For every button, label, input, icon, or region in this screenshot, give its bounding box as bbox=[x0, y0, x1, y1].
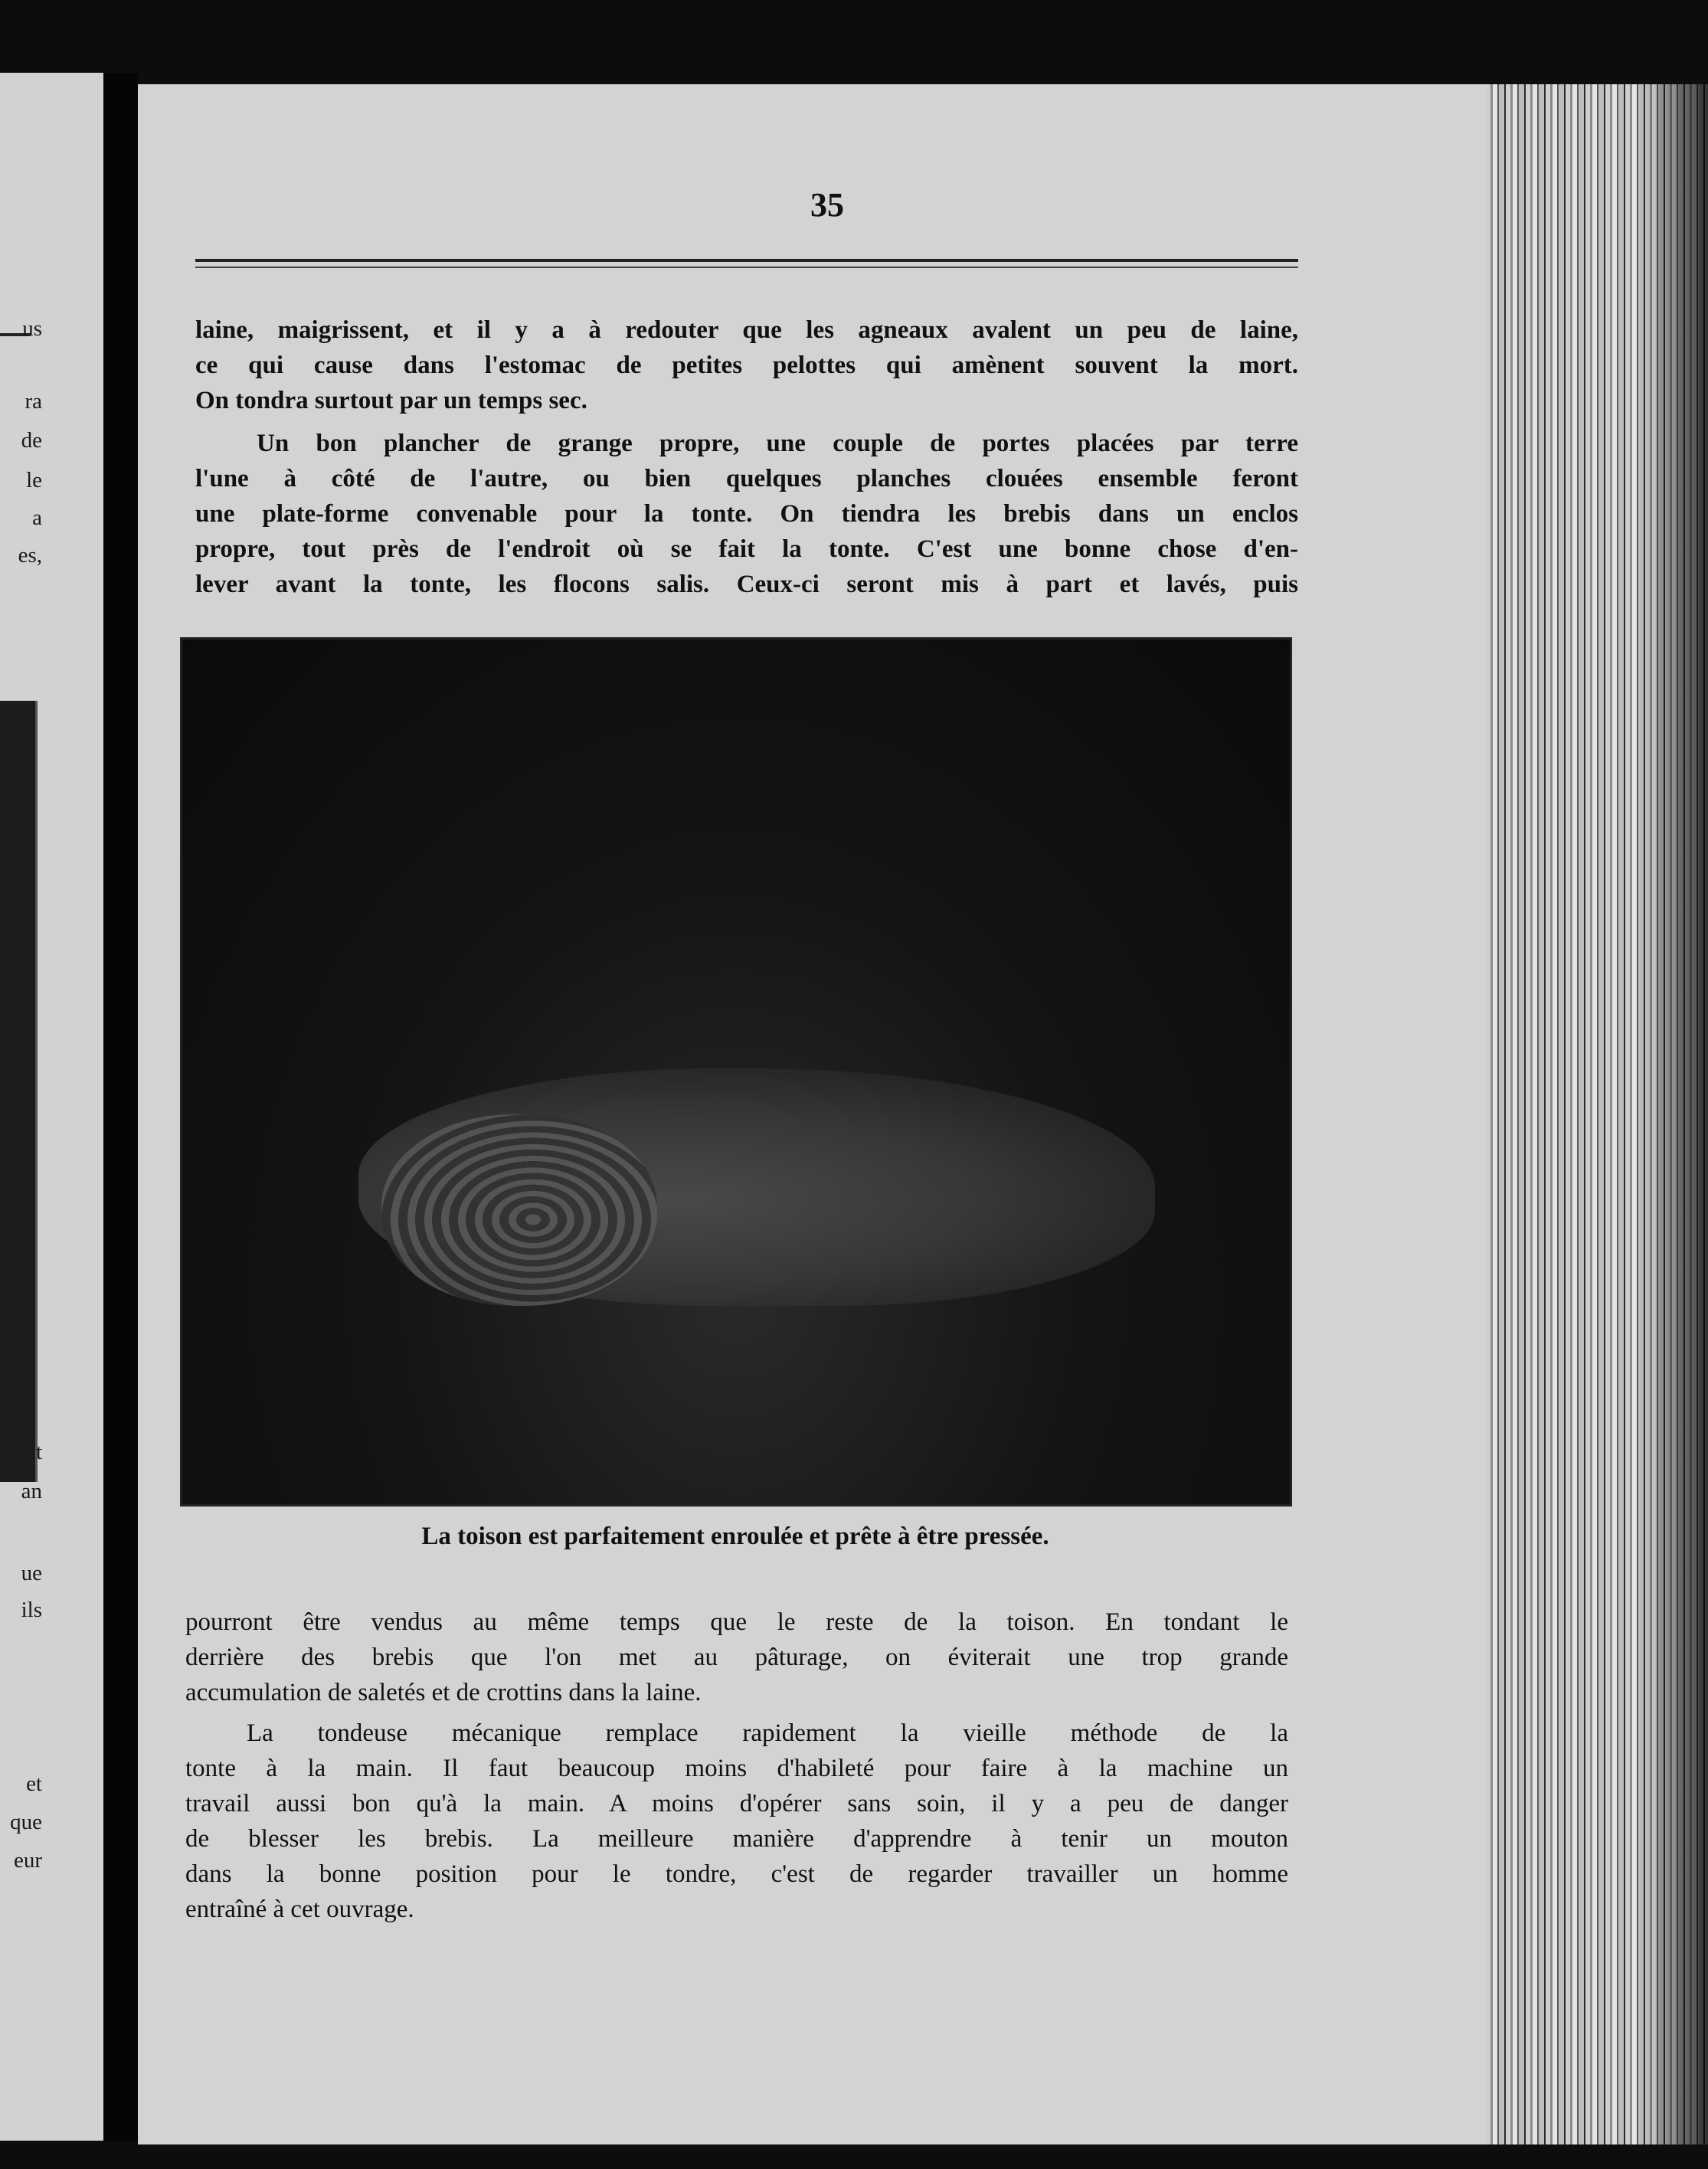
left-page-fragment: nt bbox=[25, 1440, 42, 1464]
text-line: derrière des brebis que l'on met au pâturage, on éviterait une trop grande bbox=[185, 1644, 1288, 1671]
paragraph-4 bbox=[185, 1716, 1288, 1927]
paragraph-3 bbox=[185, 1605, 1288, 1710]
text-line: ce qui cause dans l'estomac de petites pelottes qui amènent souvent la mort. bbox=[195, 352, 1298, 379]
fleece-roll-shape bbox=[381, 1114, 657, 1306]
text-line: entraîné à cet ouvrage. bbox=[185, 1896, 414, 1923]
text-line: propre, tout près de l'endroit où se fait la tonte. C'est une bonne chose d'en- bbox=[195, 535, 1298, 563]
left-page-fragment: es, bbox=[18, 543, 42, 568]
book-page bbox=[138, 84, 1486, 2144]
page-edge-shadow bbox=[1639, 84, 1708, 2144]
text-line: Un bon plancher de grange propre, une couple de portes placées par terre bbox=[257, 430, 1298, 457]
book-gutter bbox=[103, 73, 138, 2141]
text-line: travail aussi bon qu'à la main. A moins d'opérer sans soin, il y a peu de danger bbox=[185, 1790, 1288, 1817]
left-page-fragment: et bbox=[26, 1772, 42, 1796]
paragraph-1 bbox=[195, 312, 1298, 418]
paragraph-2 bbox=[195, 426, 1298, 602]
figure-caption: La toison est parfaitement enroulée et prête à être pressée. bbox=[421, 1523, 1049, 1550]
left-page-fragment: us bbox=[22, 316, 42, 341]
left-page-fragment: ra bbox=[25, 389, 42, 414]
text-line: tonte à la main. Il faut beaucoup moins d'habileté pour faire à la machine un bbox=[185, 1755, 1288, 1782]
text-line: La tondeuse mécanique remplace rapidement la vieille méthode de la bbox=[247, 1719, 1288, 1747]
left-page-margin bbox=[0, 73, 103, 2141]
left-page-fragment: ils bbox=[21, 1598, 42, 1622]
left-page-fragment: eur bbox=[13, 1848, 42, 1873]
left-page-photo-edge bbox=[0, 701, 38, 1482]
left-page-fragment: le bbox=[26, 468, 42, 492]
left-page-fragment: de bbox=[21, 428, 42, 453]
text-line: lever avant la tonte, les flocons salis. Ceux-ci seront mis à part et lavés, puis bbox=[195, 571, 1298, 598]
text-line: dans la bonne position pour le tondre, c'est de regarder travailler un homme bbox=[185, 1860, 1288, 1888]
text-line: pourront être vendus au même temps que le reste de la toison. En tondant le bbox=[185, 1608, 1288, 1636]
header-rule bbox=[195, 259, 1298, 268]
left-page-fragment: que bbox=[10, 1810, 42, 1834]
left-page-fragment: an bbox=[21, 1479, 42, 1503]
left-page-fragment: ue bbox=[21, 1561, 42, 1585]
text-line: accumulation de saletés et de crottins dans la laine. bbox=[185, 1679, 702, 1706]
text-line: l'une à côté de l'autre, ou bien quelques planches clouées ensemble feront bbox=[195, 465, 1298, 492]
text-line: de blesser les brebis. La meilleure manière d'apprendre à tenir un mouton bbox=[185, 1825, 1288, 1853]
text-line: laine, maigrissent, et il y a à redouter que les agneaux avalent un peu de laine, bbox=[195, 316, 1298, 344]
figure-photo bbox=[180, 637, 1292, 1507]
text-line: On tondra surtout par un temps sec. bbox=[195, 387, 587, 414]
page-number: 35 bbox=[810, 186, 844, 224]
left-page-fragment: a bbox=[32, 505, 42, 530]
text-line: une plate-forme convenable pour la tonte. On tiendra les brebis dans un enclos bbox=[195, 500, 1298, 528]
